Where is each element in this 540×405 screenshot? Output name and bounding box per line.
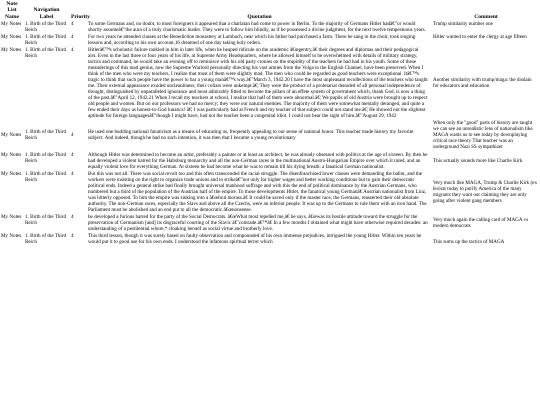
cell-comment: Hitler wanted to enter the clergy at age fifteen — [433, 34, 527, 41]
cell-priority: 4 — [71, 170, 74, 177]
cell-list-name: My Notes — [1, 47, 22, 54]
cell-priority: 4 — [71, 20, 74, 27]
cell-priority: 4 — [71, 47, 74, 54]
table-row — [0, 21, 540, 34]
cell-priority: 4 — [71, 233, 74, 240]
cell-list-name: My Notes — [1, 151, 22, 158]
cell-comment: This actually sounds more like Charlie Kirk — [433, 157, 523, 164]
header-list-name: Note List Name — [5, 1, 19, 20]
cell-navigation-label: 1. Birth of the Third Reich — [25, 47, 67, 60]
table-row — [0, 214, 540, 233]
cell-quotation: he developed a furious hatred for the party of the Social Democrats. â€œWhat most repelled me,â€ he says, â€œwas its hostile attitude toward the struggle for the preservation of Germanism [and] its disgraceful courting of the Slavic â€˜comrade.â€™â€ In a few months I obtained what might have otherwise required decades: an understanding of a pestilential whore,* cloaking herself as social virtue and brotherly love. — [88, 214, 428, 233]
header-quotation: Quotation — [247, 13, 272, 20]
table-row — [0, 233, 540, 246]
cell-comment: Very much again the calling card of MAGA vs modern democrats — [433, 217, 529, 230]
cell-quotation: To some Germans and, no doubt, to most foreigners it appeared that a charlatan had come to power in Berlin. To the majority of Germans Hitler hadâ€”or would shortly assumeâ€”the aura of a truly charismatic leader. They were to follow him blindly, as if he possessed a divine judgment, for the next twelve tempestuous years. — [88, 20, 426, 33]
cell-comment: When only the "good" parts of history are taught we can see an unrealistic lens of nationalism like MAGA wants us to see today by downplaying critical race theory That teacher was an underground Nazi SS sympathizer — [433, 120, 533, 151]
cell-priority: 4 — [71, 151, 74, 158]
cell-priority: 4 — [71, 132, 74, 139]
cell-priority: 4 — [71, 214, 74, 221]
table-row — [0, 120, 540, 151]
cell-list-name: My Notes — [1, 233, 22, 240]
table-row — [0, 171, 540, 214]
cell-quotation: Although Hitler was determined to become an artist, preferably a painter or at least an architect, he was already obsessed with politics at the age of sixteen. By then he had developed a violent hatred for the Habsburg monarchy and all the non-German races in the multinational Austro-Hungarian Empire over which it ruled, and an equally violent love for everything German. At sixteen he had become what he was to remain till his dying breath: a fanatical German nationalist. — [88, 151, 428, 170]
cell-comment: Trump similarity number one — [433, 20, 493, 27]
cell-navigation-label: 1. Birth of the Third Reich — [25, 233, 67, 246]
cell-list-name: My Notes — [1, 214, 22, 221]
cell-navigation-label: 1. Birth of the Third Reich — [25, 34, 67, 47]
cell-quotation: Hitlerâ€™s scholastic failure rankled in him in later life, when he heaped ridicule on the academic â€œgentry,â€ their degrees and diplomas and their pedagogical airs. Even in the last three or four years of his life, at Supreme Army Headquarters, where he allowed himself to be overwhelmed with details of military strategy, tactics and command, he would take an evening off to reminisce with his old party cronies on the stupidity of the teachers he had had in his youth. Some of these meanderings of this mad genius, now the Supreme Warlord personally directing his vast armies from the Volga to the English Channel, have been preserved. When I think of the men who were my teachers, I realize that most of them were slightly mad. The men who could be regarded as good teachers were exceptional. Itâ€™s tragic to think that such people have the power to bar a young manâ€™s way.â€”March 3, 1942.20 I have the most unpleasant recollections of the teachers who taught me. Their external appearance exuded uncleanliness; their collars were unkempt.â€¦ They were the product of a proletariat denuded of all personal independence of thought, distinguished by unparalleled ignorance and most admirably fitted to become the pillars of an effete system of government which, thank God, is now a thing of the past.â€”April 12, 1942.21 When I recall my teachers at school, I realize that half of them were abnormal.â€¦ We pupils of old Austria were brought up to respect old people and women. But on our professors we had no mercy; they were our natural enemies. The majority of them were somewhat mentally deranged, and quite a few ended their days as honest-to-God lunatics! â€¦ I was particularly bad at French and my teacher of that subject could not stand me.â€¦ He showed not the slightest aptitude for foreign languagesâ€”though I might have, had not the teacher been a congenital idiot. I could not bear the sight of him.â€”August 29, 1942 — [88, 47, 428, 120]
table-row — [0, 34, 540, 47]
cell-list-name: My Notes — [1, 20, 22, 27]
header-priority: Priority — [71, 13, 90, 20]
cell-comment: This sums up the tactics of MAGA — [433, 239, 505, 246]
cell-navigation-label: 1. Birth of the Third Reich — [25, 214, 67, 227]
cell-comment: Another similarity with trump/maga: the disdain for educators and education — [433, 77, 532, 90]
cell-navigation-label: 1. Birth of the Third Reich — [25, 151, 67, 164]
cell-comment: Very much like MAGA, Trump & Charlie Kirk (ex lexists today to purify America of the many migrants they want out claiming they are only going after violent gang members — [433, 179, 537, 204]
header-navigation-label: Navigation Label — [33, 7, 60, 20]
table-row — [0, 47, 540, 120]
header-comment: Comment — [474, 13, 498, 20]
cell-quotation: But this was not all. There was social revolt too and this often transcended the racial struggle. The disenfranchised lower classes were demanding the ballot, and the workers were insisting on the right to organize trade unions and to strikeâ€”not only for higher wages and better working conditions but to gain their democratic political ends. Indeed a general strike had finally brought universal manhood suffrage and with this the end of political dominance by the Austrian Germans, who numbered but a third of the population of the Austrian half of the empire. To those developments Hitler, the fanatical young Germanâ€ Austrian nationalist from Linz, was bitterly opposed. To him the empire was sinking into a â€œfoul morass.â€ It could be saved only if the master race, the Germans, reasserted their old absolute authority. The non-German races, especially the Slavs and above all the Czechs, were an inferior people. It was up to the Germans to rule them with an iron hand. The Parliament must be abolished and an end put to all the democratic â€œnonsense. — [88, 170, 427, 213]
table-row — [0, 152, 540, 171]
cell-navigation-label: 1. Birth of the Third Reich — [25, 170, 67, 183]
cell-navigation-label: 1. Birth of the Third Reich — [25, 20, 67, 33]
cell-priority: 4 — [71, 34, 74, 41]
cell-list-name: My Notes — [1, 170, 22, 177]
cell-quotation: For two years he attended classes at the Benedictine monastery at Lambach, near which his father had purchased a farm. There he sang in the choir, took singing lessons and, according to his own account,16 dreamed of one day taking holy orders. — [88, 34, 416, 47]
cell-list-name: My Notes — [1, 34, 22, 41]
table-body — [0, 21, 540, 247]
table-header — [0, 0, 540, 21]
cell-quotation: This third lesson, though it was surely based on faulty observation and compounded of his own immense prejudices, intrigued the young Hitler. Within ten years he would put it to good use for his own ends. I understood the infamous spiritual terror which — [88, 233, 422, 246]
cell-quotation: He used one budding national fanaticism as a means of educating us, frequently appealing to our sense of national honor. This teacher made history my favorite subject. And indeed, though he had no such intention, it was then that I became a young revolutionary — [88, 129, 414, 142]
cell-list-name: My Notes — [1, 132, 22, 139]
cell-navigation-label: 1. Birth of the Third Reich — [25, 129, 67, 142]
